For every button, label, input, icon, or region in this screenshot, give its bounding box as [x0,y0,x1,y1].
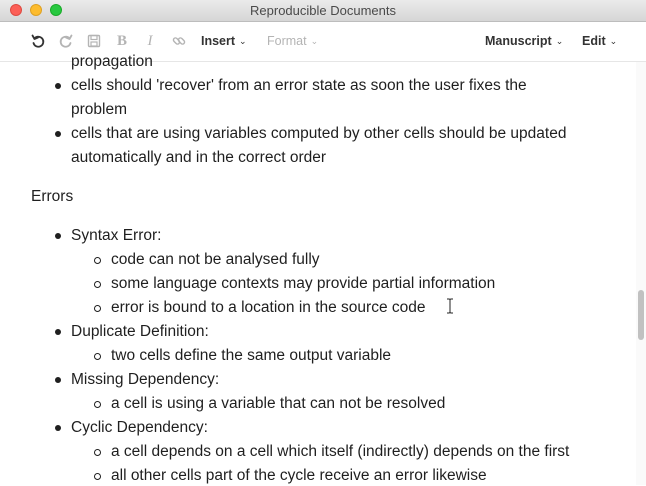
error-type-label: Duplicate Definition: [71,323,209,340]
chevron-down-icon: ⌄ [609,35,618,46]
bullet-marker [55,425,61,431]
redo-button[interactable] [56,31,76,51]
title-bar [0,0,646,22]
text-cursor-icon [446,298,454,314]
bullet-marker [55,83,61,89]
bullet-marker [55,377,61,383]
sub-bullet-marker [94,305,101,312]
sub-bullet-marker [94,281,101,288]
italic-button[interactable] [140,31,160,51]
window-title: Reproducible Documents [250,3,396,18]
insert-menu[interactable] [201,31,247,51]
manuscript-menu[interactable] [485,31,563,51]
error-subitem: a cell is using a variable that can not be resolved [111,395,446,412]
undo-icon [30,33,46,49]
bold-button[interactable] [112,31,132,51]
error-type-label: Cyclic Dependency: [71,419,208,436]
document-body[interactable] [0,53,636,485]
window-controls [10,4,62,16]
undo-button[interactable] [28,31,48,51]
list-item-text: problem [71,101,127,118]
error-subitem: some language contexts may provide partial information [111,275,496,292]
list-item-text: automatically and in the correct order [71,149,327,166]
scrollbar-thumb[interactable] [638,290,644,340]
scrollbar-track[interactable] [636,62,646,485]
link-button[interactable] [169,31,189,51]
partial-text-line: propagation [71,53,153,70]
sub-bullet-marker [94,353,101,360]
error-subitem: code can not be analysed fully [111,251,320,268]
sub-bullet-marker [94,449,101,456]
italic-icon: I [147,32,153,49]
edit-menu[interactable] [582,31,617,51]
maximize-window-button[interactable] [50,4,62,16]
sub-bullet-marker [94,257,101,264]
list-item-text: cells should 'recover' from an error state as soon the user fixes the [71,77,527,94]
error-subitem: a cell depends on a cell which itself (indirectly) depends on the first [111,443,570,460]
save-button[interactable] [84,31,104,51]
bullet-marker [55,233,61,239]
manuscript-menu-label: Manuscript [485,34,552,48]
sub-bullet-marker [94,401,101,408]
edit-menu-label: Edit [582,34,606,48]
list-item-text: cells that are using variables computed by other cells should be updated [71,125,567,142]
bullet-marker [55,329,61,335]
chevron-down-icon: ⌄ [239,35,247,46]
chevron-down-icon: ⌄ [310,35,319,46]
chevron-down-icon: ⌄ [555,35,564,46]
error-type-label: Syntax Error: [71,227,162,244]
error-subitem: error is bound to a location in the source code [111,299,426,316]
redo-icon [58,33,74,49]
format-menu[interactable] [267,31,318,51]
close-window-button[interactable] [10,4,22,16]
errors-heading: Errors [31,188,74,205]
minimize-window-button[interactable] [30,4,42,16]
error-type-label: Missing Dependency: [71,371,220,388]
sub-bullet-marker [94,473,101,480]
error-subitem: all other cells part of the cycle receive an error likewise [111,467,487,484]
save-icon [86,33,102,49]
link-icon [171,33,187,49]
insert-menu-label: Insert [201,34,236,48]
format-menu-label: Format [267,34,307,48]
bullet-marker [55,131,61,137]
error-subitem: two cells define the same output variable [111,347,392,364]
bold-icon: B [116,32,127,49]
